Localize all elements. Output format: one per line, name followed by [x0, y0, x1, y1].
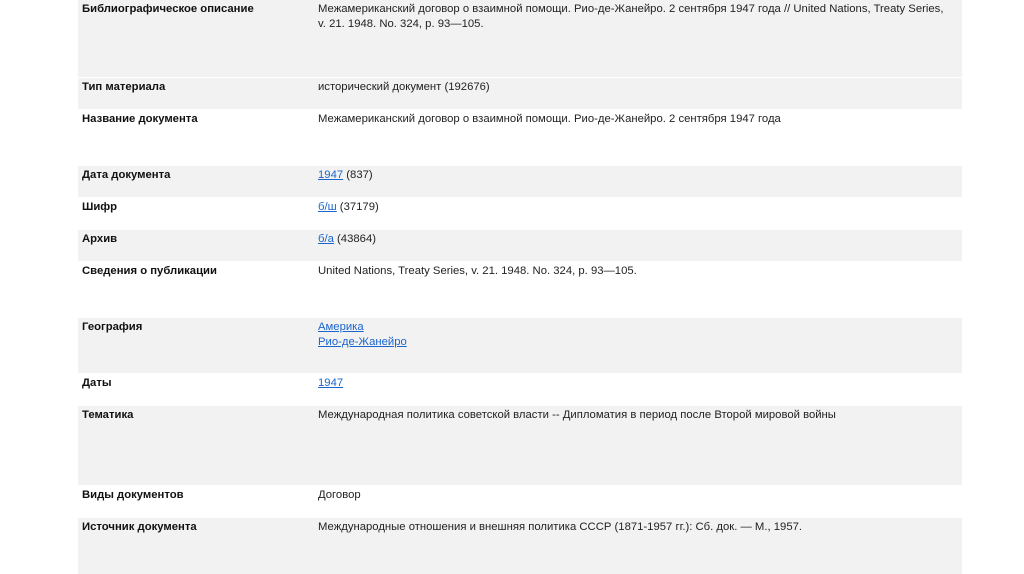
- field-value: [318, 320, 954, 350]
- field-label: Тип материала: [82, 81, 166, 93]
- dates-link[interactable]: 1947: [318, 377, 344, 389]
- cipher-link[interactable]: б/ш: [318, 201, 337, 213]
- row-cipher: [78, 198, 962, 230]
- date-link[interactable]: 1947: [318, 169, 344, 181]
- row-subject: [78, 406, 962, 486]
- field-value: Договор: [318, 489, 361, 501]
- count-text: (837): [343, 169, 373, 181]
- field-label: Виды документов: [82, 489, 184, 501]
- field-label: Сведения о публикации: [82, 265, 217, 277]
- row-geography: [78, 318, 962, 374]
- field-label: Тематика: [82, 409, 134, 421]
- geography-link-rio[interactable]: Рио-де-Жанейро: [318, 336, 407, 348]
- field-label: Шифр: [82, 201, 118, 213]
- field-value: United Nations, Treaty Series, v. 21. 1948. No. 324, p. 93—105.: [318, 265, 637, 277]
- field-label: Архив: [82, 233, 118, 245]
- row-material-type: [78, 78, 962, 110]
- field-label: Источник документа: [82, 521, 197, 533]
- row-document-source: [78, 518, 962, 574]
- field-value: Международная политика советской власти -- Дипломатия в период после Второй мировой войны: [318, 409, 836, 421]
- row-publication-info: [78, 262, 962, 318]
- count-text: (43864): [333, 233, 376, 245]
- field-label: Дата документа: [82, 169, 171, 181]
- row-document-title: [78, 110, 962, 166]
- field-label: Даты: [82, 377, 112, 389]
- field-value: Межамериканский договор о взаимной помощи. Рио-де-Жанейро. 2 сентября 1947 года // United Nations, Treaty Series, v. 21. 1948. No. 324, p. 93—105.: [318, 3, 944, 30]
- field-value: Межамериканский договор о взаимной помощи. Рио-де-Жанейро. 2 сентября 1947 года: [318, 113, 781, 125]
- field-value: [318, 232, 954, 247]
- field-value: [318, 168, 954, 183]
- field-value: [318, 200, 954, 215]
- field-label: География: [82, 321, 143, 333]
- row-document-types: [78, 486, 962, 518]
- row-document-date: [78, 166, 962, 198]
- field-value: исторический документ (192676): [318, 81, 490, 93]
- field-value: [318, 376, 954, 391]
- field-label: Название документа: [82, 113, 198, 125]
- row-bibliographic-description: [78, 0, 962, 78]
- field-label: Библиографическое описание: [82, 3, 254, 15]
- document-details-table: [78, 0, 962, 574]
- geography-link-america[interactable]: Америка: [318, 321, 364, 333]
- row-dates: [78, 374, 962, 406]
- archive-link[interactable]: б/а: [318, 233, 334, 245]
- count-text: (37179): [336, 201, 379, 213]
- row-archive: [78, 230, 962, 262]
- field-value: Международные отношения и внешняя политика СССР (1871-1957 гг.): Сб. док. — М., 1957.: [318, 521, 803, 533]
